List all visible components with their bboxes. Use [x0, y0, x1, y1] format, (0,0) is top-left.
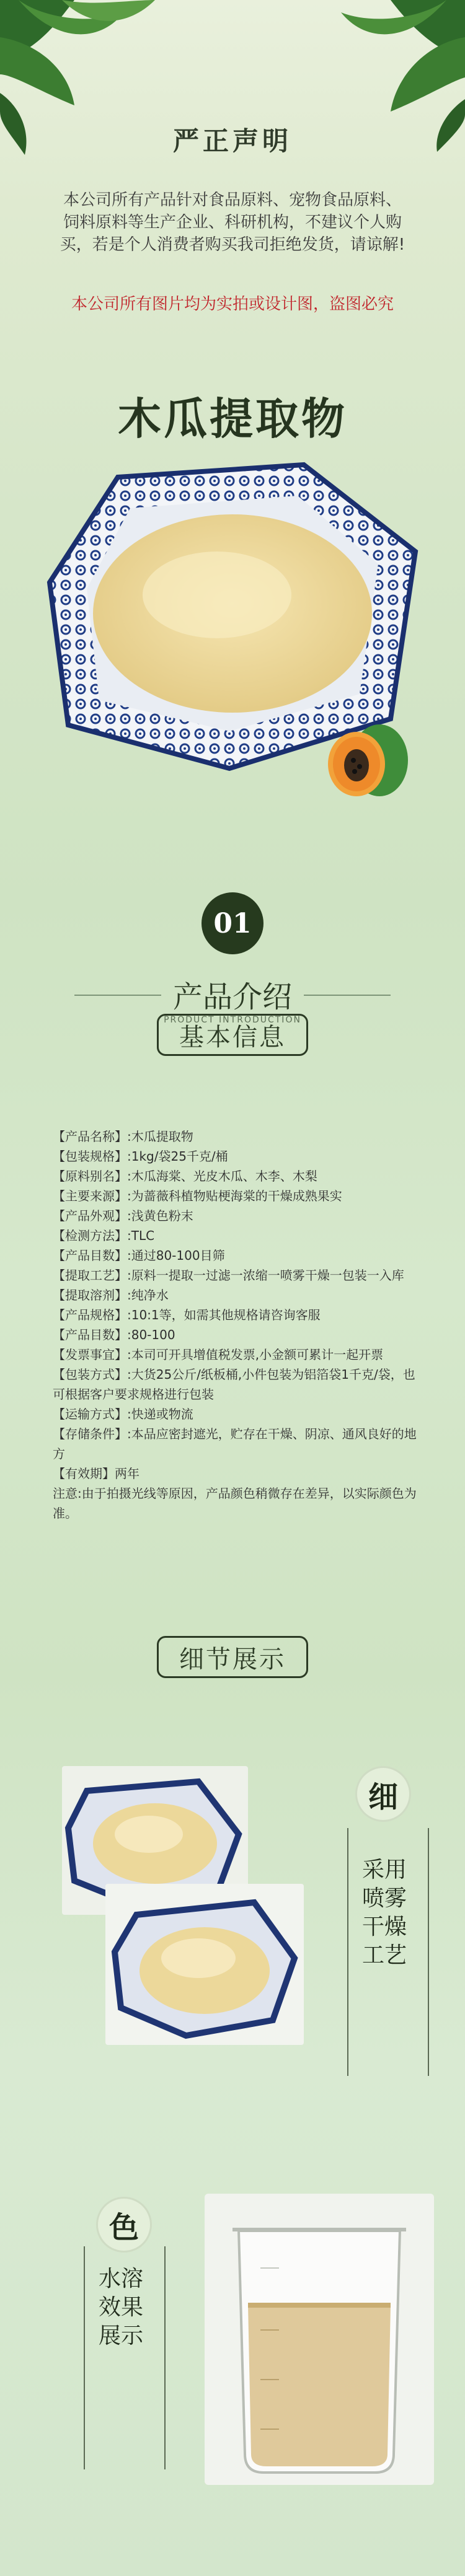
notice-text: 本公司所有产品针对食品原料、宠物食品原料、饲料原料等生产企业、科研机构，不建议个人购买，若是个人消费者购买我司拒绝发货，请谅解! — [60, 191, 405, 254]
notice-red-text: 本公司所有图片均为实拍或设计图，盗图必究 — [71, 295, 394, 314]
info-row: 【提取溶剂】:纯净水 — [53, 1288, 169, 1303]
info-note: 注意:由于拍摄光线等原因，产品颜色稍微存在差异，以实际颜色为准。 — [53, 1486, 417, 1521]
product-title: 木瓜提取物 — [118, 393, 347, 444]
beaker-solution-image — [205, 2194, 434, 2485]
info-row: 【运输方式】:快递或物流 — [53, 1407, 193, 1422]
detail-label: 细节展示 — [157, 1636, 308, 1678]
info-row: 【检测方法】:TLC — [53, 1228, 155, 1243]
basic-info-label: 基本信息 — [157, 1014, 308, 1056]
color-caption: 水溶效果展示 — [98, 2266, 143, 2349]
product-info-list — [53, 1127, 425, 1523]
info-row: 【产品目数】:通过80-100目筛 — [53, 1248, 225, 1263]
info-row: 【包装规格】:1kg/袋25千克/桶 — [53, 1149, 228, 1164]
section-title: 产品介绍 — [172, 980, 292, 1014]
info-row: 【主要来源】:为蔷薇科植物贴梗海棠的干燥成熟果实 — [53, 1189, 342, 1203]
section-subtitle: PRODUCT INTRODUCTION — [164, 1015, 301, 1025]
frame-line — [164, 2246, 166, 2469]
fine-caption: 采用喷雾干燥工艺 — [361, 1857, 407, 1968]
section-number-badge: 01 — [202, 892, 264, 954]
color-badge: 色 — [96, 2197, 152, 2253]
frame-line — [84, 2246, 85, 2469]
info-row: 【原料别名】:木瓜海棠、光皮木瓜、木李、木梨 — [53, 1169, 317, 1184]
info-row: 【产品外观】:浅黄色粉末 — [53, 1208, 193, 1223]
info-row: 【发票事宜】:本司可开具增值税发票,小金额可累计一起开票 — [53, 1347, 384, 1362]
frame-line — [347, 1828, 348, 2076]
info-row: 【存储条件】:本品应密封遮光，贮存在干燥、阴凉、通风良好的地方 — [53, 1426, 417, 1461]
notice-title: 严正声明 — [172, 126, 292, 156]
frame-line — [428, 1828, 429, 2076]
beaker-image-frame — [205, 2194, 434, 2485]
info-row: 【提取工艺】:原料一提取一过滤一浓缩一喷雾干燥一包装一入库 — [53, 1268, 404, 1283]
info-row: 【产品规格】:10:1等，如需其他规格请咨询客服 — [53, 1308, 321, 1322]
info-row: 【包装方式】:大货25公斤/纸板桶,小件包装为铝箔袋1千克/袋，也可根据客户要求规格进行包装 — [53, 1367, 415, 1402]
powder-detail-image-2 — [105, 1884, 304, 2045]
info-row: 【产品名称】:木瓜提取物 — [53, 1129, 193, 1144]
papaya-icon — [322, 722, 409, 799]
fine-badge: 细 — [355, 1766, 411, 1822]
info-row: 【产品目数】:80-100 — [53, 1327, 175, 1342]
info-row: 【有效期】两年 — [53, 1466, 140, 1481]
